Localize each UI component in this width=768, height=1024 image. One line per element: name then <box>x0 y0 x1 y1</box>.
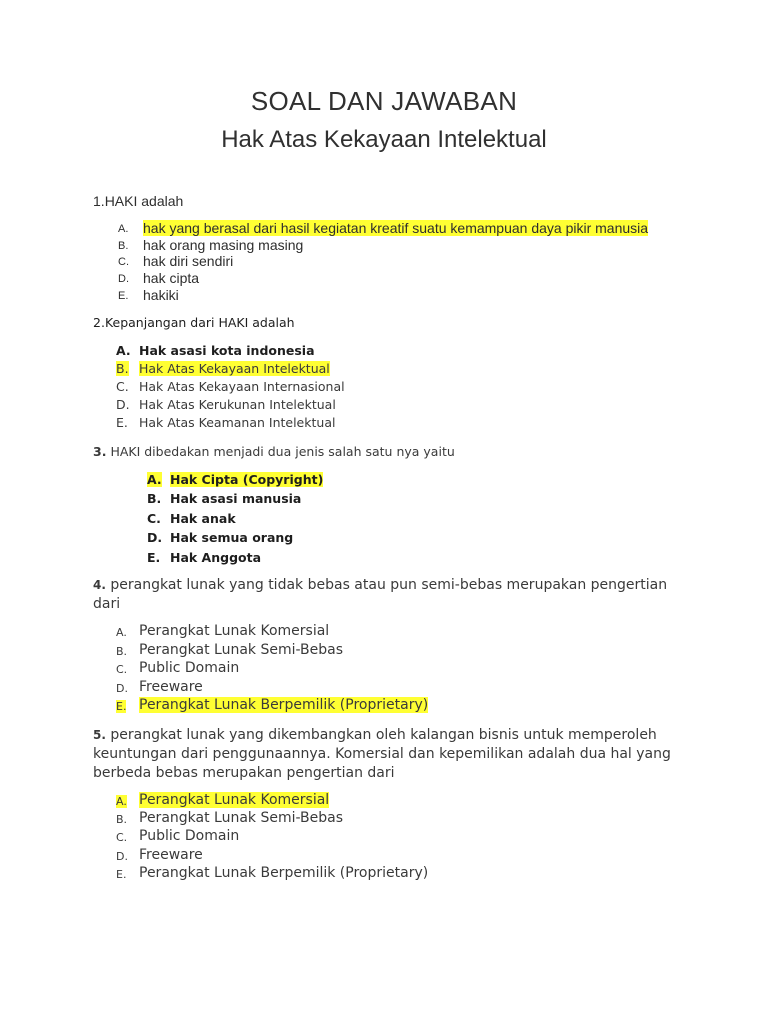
option-letter: D. <box>116 850 128 863</box>
question-number: 5. <box>93 728 106 742</box>
option-letter: D. <box>116 682 128 695</box>
option-text: Hak asasi manusia <box>170 491 302 506</box>
option-letter: E. <box>118 290 129 302</box>
option-letter: B. <box>118 240 129 252</box>
question-number: 2. <box>93 315 105 330</box>
question-number: 3. <box>93 444 107 459</box>
option-letter: B. <box>116 361 129 376</box>
option-letter: D. <box>118 273 129 285</box>
option-text: Hak Atas Kekayaan Intelektual <box>139 361 330 376</box>
question-1 <box>93 193 673 209</box>
question-4 <box>93 576 668 614</box>
option-text: Hak anak <box>170 511 236 526</box>
option-text: Hak Anggota <box>170 550 262 565</box>
option-text: hak orang masing masing <box>143 237 304 253</box>
option-letter: C. <box>116 379 129 394</box>
option-text: Freeware <box>139 679 203 695</box>
option-letter: C. <box>116 831 128 844</box>
option-text: Perangkat Lunak Semi-Bebas <box>139 810 344 826</box>
option-text: Perangkat Lunak Komersial <box>139 792 330 808</box>
question-5 <box>93 726 673 783</box>
question-number: 4. <box>93 578 106 592</box>
option-text: Hak Atas Kerukunan Intelektual <box>139 397 336 412</box>
option-letter: B. <box>116 813 128 826</box>
page-subtitle: Hak Atas Kekayaan Intelektual <box>221 126 547 153</box>
question-text: HAKI dibedakan menjadi dua jenis salah satu nya yaitu <box>110 444 455 459</box>
option-letter: E. <box>116 700 127 713</box>
option-text: Perangkat Lunak Semi-Bebas <box>139 642 344 658</box>
option-letter: B. <box>147 491 162 506</box>
page-title: SOAL DAN JAWABAN <box>250 86 518 116</box>
question-text: HAKI adalah <box>104 193 184 209</box>
question-text: Kepanjangan dari HAKI adalah <box>104 315 295 330</box>
question-3 <box>93 444 673 459</box>
option-letter: A. <box>118 223 129 235</box>
option-letter: A. <box>116 795 127 808</box>
option-text: Hak semua orang <box>170 530 294 545</box>
option-text: hak cipta <box>143 270 200 286</box>
option-letter: C. <box>118 256 129 268</box>
question-number: 1. <box>93 193 105 209</box>
option-text: hak diri sendiri <box>143 253 234 269</box>
option-letter: E. <box>147 550 161 565</box>
option-text: Public Domain <box>139 660 240 676</box>
option-letter: C. <box>116 663 128 676</box>
question-text: perangkat lunak yang dikembangkan oleh kalangan bisnis untuk memperoleh keuntungan dari penggunaannya. Komersial dan kepemilikan adalah dua hal yang berbeda bebas merupakan pengertian dari <box>93 727 671 781</box>
option-letter: D. <box>147 530 163 545</box>
option-text: Hak Cipta (Copyright) <box>170 472 324 487</box>
question-text: perangkat lunak yang tidak bebas atau pun semi-bebas merupakan pengertian dari <box>93 577 668 612</box>
option-letter: E. <box>116 868 127 881</box>
question-2 <box>93 315 673 330</box>
option-letter: B. <box>116 645 128 658</box>
option-letter: A. <box>116 343 131 358</box>
option-text: Hak asasi kota indonesia <box>139 343 315 358</box>
option-letter: C. <box>147 511 161 526</box>
option-text: Perangkat Lunak Berpemilik (Proprietary) <box>139 697 429 713</box>
option-text: Hak Atas Keamanan Intelektual <box>139 415 336 430</box>
option-letter: E. <box>116 415 128 430</box>
option-text: hakiki <box>143 287 179 303</box>
option-text: Freeware <box>139 847 203 863</box>
option-text: Public Domain <box>139 828 240 844</box>
option-letter: A. <box>116 626 127 639</box>
option-letter: D. <box>116 397 130 412</box>
option-text: hak yang berasal dari hasil kegiatan kreatif suatu kemampuan daya pikir manusia <box>143 220 649 236</box>
option-text: Perangkat Lunak Berpemilik (Proprietary) <box>139 865 429 881</box>
option-text: Perangkat Lunak Komersial <box>139 623 330 639</box>
option-text: Hak Atas Kekayaan Internasional <box>139 379 345 394</box>
option-letter: A. <box>147 472 162 487</box>
